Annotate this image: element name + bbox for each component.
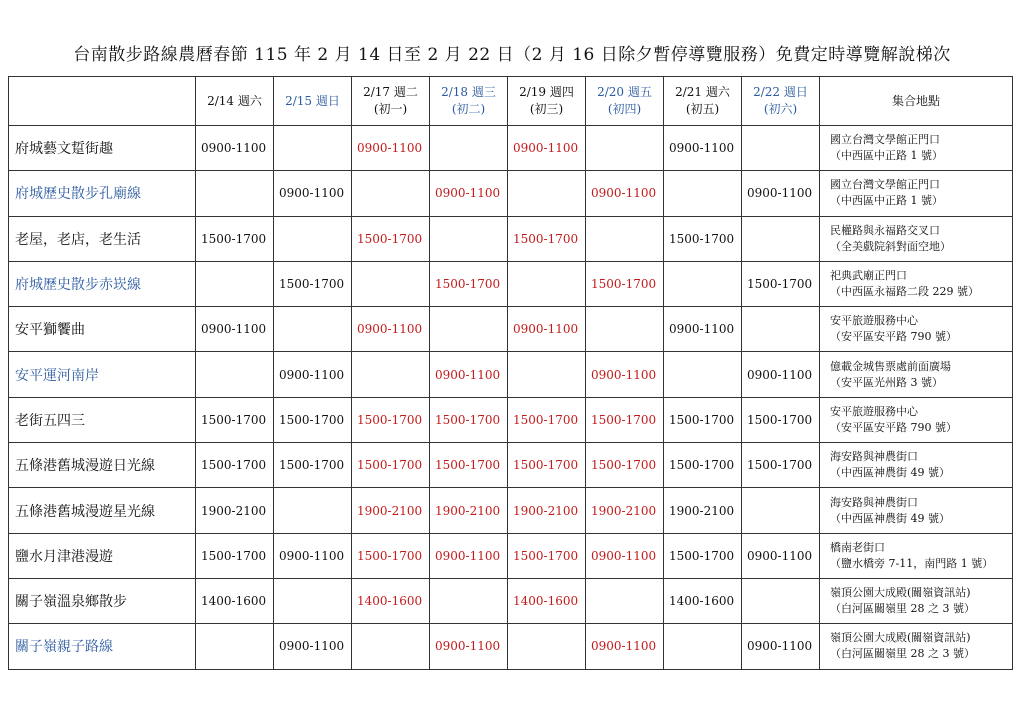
time-slot: 1900-2100 xyxy=(352,488,430,533)
date-header-cell xyxy=(664,77,742,126)
route-name: 安平運河南岸 xyxy=(9,352,196,397)
time-slot xyxy=(430,126,508,171)
time-slot: 0900-1100 xyxy=(586,624,664,669)
time-slot: 1900-2100 xyxy=(430,488,508,533)
time-slot: 0900-1100 xyxy=(742,624,820,669)
time-slot: 1500-1700 xyxy=(274,443,352,488)
time-slot: 1900-2100 xyxy=(586,488,664,533)
meeting-location xyxy=(820,533,1013,578)
meeting-location xyxy=(820,488,1013,533)
time-slot: 1400-1600 xyxy=(352,578,430,623)
time-slot xyxy=(274,578,352,623)
time-slot: 0900-1100 xyxy=(430,533,508,578)
location-place: 橋南老街口 xyxy=(830,540,885,554)
time-slot: 1500-1700 xyxy=(352,216,430,261)
time-slot xyxy=(508,261,586,306)
page-title: 台南散步路線農曆春節 115 年 2 月 14 日至 2 月 22 日（2 月 16 日除夕暫停導覽服務）免費定時導覽解說梯次 xyxy=(73,45,951,65)
time-slot: 1400-1600 xyxy=(508,578,586,623)
location-place: 祀典武廟正門口 xyxy=(830,269,907,283)
route-name: 關子嶺溫泉鄉散步 xyxy=(9,578,196,623)
meeting-location xyxy=(820,216,1013,261)
date-header-cell xyxy=(196,77,274,126)
time-slot: 0900-1100 xyxy=(196,126,274,171)
time-slot: 1500-1700 xyxy=(586,261,664,306)
route-name: 安平獅饗曲 xyxy=(9,307,196,352)
lunar-day-label: (初五) xyxy=(685,102,720,116)
date-label: 2/20 週五 xyxy=(597,85,652,99)
time-slot xyxy=(196,624,274,669)
location-address: （中西區中正路 1 號） xyxy=(830,149,943,163)
time-slot: 1500-1700 xyxy=(664,216,742,261)
meeting-location xyxy=(820,443,1013,488)
location-place: 海安路與神農街口 xyxy=(830,450,918,464)
lunar-day-label: (初二) xyxy=(451,102,486,116)
time-slot xyxy=(508,171,586,216)
time-slot xyxy=(196,171,274,216)
time-slot: 0900-1100 xyxy=(274,624,352,669)
lunar-day-label: (初三) xyxy=(529,102,564,116)
time-slot: 1500-1700 xyxy=(742,397,820,442)
time-slot: 0900-1100 xyxy=(352,126,430,171)
time-slot: 1500-1700 xyxy=(664,533,742,578)
time-slot: 0900-1100 xyxy=(586,352,664,397)
location-header: 集合地點 xyxy=(820,77,1013,126)
schedule-body xyxy=(9,126,1013,670)
location-place: 海安路與神農街口 xyxy=(830,495,918,509)
time-slot xyxy=(430,216,508,261)
route-name: 府城歷史散步赤崁線 xyxy=(9,261,196,306)
time-slot xyxy=(586,216,664,261)
location-address: （中西區神農街 49 號） xyxy=(830,466,950,480)
time-slot xyxy=(742,307,820,352)
time-slot: 0900-1100 xyxy=(352,307,430,352)
table-row xyxy=(9,533,1013,578)
time-slot xyxy=(274,216,352,261)
date-label: 2/14 週六 xyxy=(207,93,262,108)
time-slot: 0900-1100 xyxy=(430,352,508,397)
route-name: 老街五四三 xyxy=(9,397,196,442)
time-slot: 0900-1100 xyxy=(586,171,664,216)
time-slot xyxy=(430,307,508,352)
time-slot xyxy=(274,488,352,533)
location-address: （全美戲院斜對面空地） xyxy=(830,239,951,253)
time-slot: 1500-1700 xyxy=(274,397,352,442)
time-slot: 1500-1700 xyxy=(508,443,586,488)
time-slot xyxy=(586,126,664,171)
location-place: 億載金城售票處前面廣場 xyxy=(830,359,951,373)
location-address: （中西區永福路二段 229 號） xyxy=(830,285,979,299)
header-row xyxy=(9,77,1013,126)
time-slot: 0900-1100 xyxy=(742,171,820,216)
table-row xyxy=(9,216,1013,261)
date-label: 2/18 週三 xyxy=(441,85,496,99)
time-slot xyxy=(664,261,742,306)
meeting-location xyxy=(820,307,1013,352)
date-header-cell xyxy=(274,77,352,126)
location-place: 嶺頂公園大成殿(關嶺資訊站) xyxy=(830,586,971,600)
time-slot: 1500-1700 xyxy=(196,533,274,578)
time-slot: 1500-1700 xyxy=(664,397,742,442)
table-row xyxy=(9,261,1013,306)
table-row xyxy=(9,443,1013,488)
meeting-location xyxy=(820,397,1013,442)
location-address: （鹽水橋旁 7-11，南門路 1 號） xyxy=(830,556,994,570)
time-slot xyxy=(352,171,430,216)
location-address: （安平區安平路 790 號） xyxy=(830,420,957,434)
route-name: 五條港舊城漫遊日光線 xyxy=(9,443,196,488)
date-header-cell xyxy=(742,77,820,126)
time-slot xyxy=(196,261,274,306)
table-row xyxy=(9,126,1013,171)
meeting-location xyxy=(820,578,1013,623)
date-header-cell xyxy=(352,77,430,126)
time-slot: 1500-1700 xyxy=(742,261,820,306)
time-slot: 0900-1100 xyxy=(664,307,742,352)
meeting-location xyxy=(820,171,1013,216)
route-name: 府城歷史散步孔廟線 xyxy=(9,171,196,216)
location-address: （安平區安平路 790 號） xyxy=(830,330,957,344)
time-slot: 0900-1100 xyxy=(430,624,508,669)
time-slot xyxy=(352,352,430,397)
time-slot: 0900-1100 xyxy=(508,307,586,352)
time-slot: 1500-1700 xyxy=(196,216,274,261)
location-place: 國立台灣文學館正門口 xyxy=(830,133,940,147)
time-slot: 1400-1600 xyxy=(664,578,742,623)
time-slot: 1500-1700 xyxy=(196,397,274,442)
table-row xyxy=(9,352,1013,397)
location-place: 安平旅遊服務中心 xyxy=(830,404,918,418)
time-slot: 0900-1100 xyxy=(586,533,664,578)
route-header-cell xyxy=(9,77,196,126)
time-slot: 1500-1700 xyxy=(352,443,430,488)
time-slot: 1500-1700 xyxy=(508,216,586,261)
time-slot: 1500-1700 xyxy=(586,397,664,442)
time-slot xyxy=(664,352,742,397)
time-slot: 0900-1100 xyxy=(196,307,274,352)
time-slot xyxy=(352,624,430,669)
time-slot: 1500-1700 xyxy=(352,533,430,578)
time-slot: 1500-1700 xyxy=(430,261,508,306)
lunar-day-label: (初四) xyxy=(607,102,642,116)
time-slot: 1500-1700 xyxy=(196,443,274,488)
time-slot: 0900-1100 xyxy=(274,352,352,397)
route-name: 關子嶺親子路線 xyxy=(9,624,196,669)
time-slot xyxy=(274,307,352,352)
table-row xyxy=(9,624,1013,669)
date-label: 2/21 週六 xyxy=(675,85,730,99)
date-header-cell xyxy=(430,77,508,126)
location-place: 民權路與永福路交叉口 xyxy=(830,223,940,237)
table-row xyxy=(9,307,1013,352)
date-label: 2/15 週日 xyxy=(285,93,340,108)
date-header-cell xyxy=(586,77,664,126)
table-row xyxy=(9,397,1013,442)
time-slot xyxy=(664,624,742,669)
time-slot: 1500-1700 xyxy=(508,397,586,442)
time-slot: 1500-1700 xyxy=(352,397,430,442)
location-place: 嶺頂公園大成殿(關嶺資訊站) xyxy=(830,631,971,645)
time-slot xyxy=(352,261,430,306)
time-slot: 0900-1100 xyxy=(274,171,352,216)
schedule-table xyxy=(8,76,1013,670)
time-slot xyxy=(430,578,508,623)
time-slot: 0900-1100 xyxy=(742,533,820,578)
location-place: 國立台灣文學館正門口 xyxy=(830,178,940,192)
time-slot: 1900-2100 xyxy=(196,488,274,533)
time-slot xyxy=(664,171,742,216)
location-address: （白河區關嶺里 28 之 3 號） xyxy=(830,647,975,661)
time-slot: 0900-1100 xyxy=(430,171,508,216)
table-row xyxy=(9,171,1013,216)
meeting-location xyxy=(820,126,1013,171)
time-slot: 1400-1600 xyxy=(196,578,274,623)
location-address: （白河區關嶺里 28 之 3 號） xyxy=(830,602,975,616)
lunar-day-label: (初一) xyxy=(373,102,408,116)
time-slot: 1500-1700 xyxy=(430,443,508,488)
route-name: 府城藝文踅街趣 xyxy=(9,126,196,171)
route-name: 鹽水月津港漫遊 xyxy=(9,533,196,578)
lunar-day-label: (初六) xyxy=(763,102,798,116)
time-slot: 0900-1100 xyxy=(508,126,586,171)
route-name: 五條港舊城漫遊星光線 xyxy=(9,488,196,533)
location-address: （安平區光州路 3 號） xyxy=(830,375,943,389)
date-label: 2/22 週日 xyxy=(753,85,808,99)
time-slot xyxy=(742,578,820,623)
time-slot: 0900-1100 xyxy=(274,533,352,578)
time-slot: 1900-2100 xyxy=(664,488,742,533)
time-slot: 1900-2100 xyxy=(508,488,586,533)
table-row xyxy=(9,578,1013,623)
route-name: 老屋，老店，老生活 xyxy=(9,216,196,261)
time-slot: 0900-1100 xyxy=(742,352,820,397)
time-slot xyxy=(742,126,820,171)
date-label: 2/19 週四 xyxy=(519,85,574,99)
time-slot xyxy=(742,488,820,533)
location-place: 安平旅遊服務中心 xyxy=(830,314,918,328)
date-header-cell xyxy=(508,77,586,126)
time-slot xyxy=(586,578,664,623)
time-slot: 1500-1700 xyxy=(664,443,742,488)
time-slot xyxy=(508,624,586,669)
time-slot xyxy=(196,352,274,397)
time-slot: 1500-1700 xyxy=(508,533,586,578)
time-slot: 1500-1700 xyxy=(586,443,664,488)
time-slot: 1500-1700 xyxy=(274,261,352,306)
table-row xyxy=(9,488,1013,533)
time-slot xyxy=(742,216,820,261)
time-slot xyxy=(508,352,586,397)
time-slot xyxy=(586,307,664,352)
date-label: 2/17 週二 xyxy=(363,85,418,99)
meeting-location xyxy=(820,261,1013,306)
time-slot xyxy=(274,126,352,171)
location-address: （中西區中正路 1 號） xyxy=(830,194,943,208)
time-slot: 0900-1100 xyxy=(664,126,742,171)
meeting-location xyxy=(820,624,1013,669)
location-address: （中西區神農街 49 號） xyxy=(830,511,950,525)
time-slot: 1500-1700 xyxy=(742,443,820,488)
time-slot: 1500-1700 xyxy=(430,397,508,442)
meeting-location xyxy=(820,352,1013,397)
